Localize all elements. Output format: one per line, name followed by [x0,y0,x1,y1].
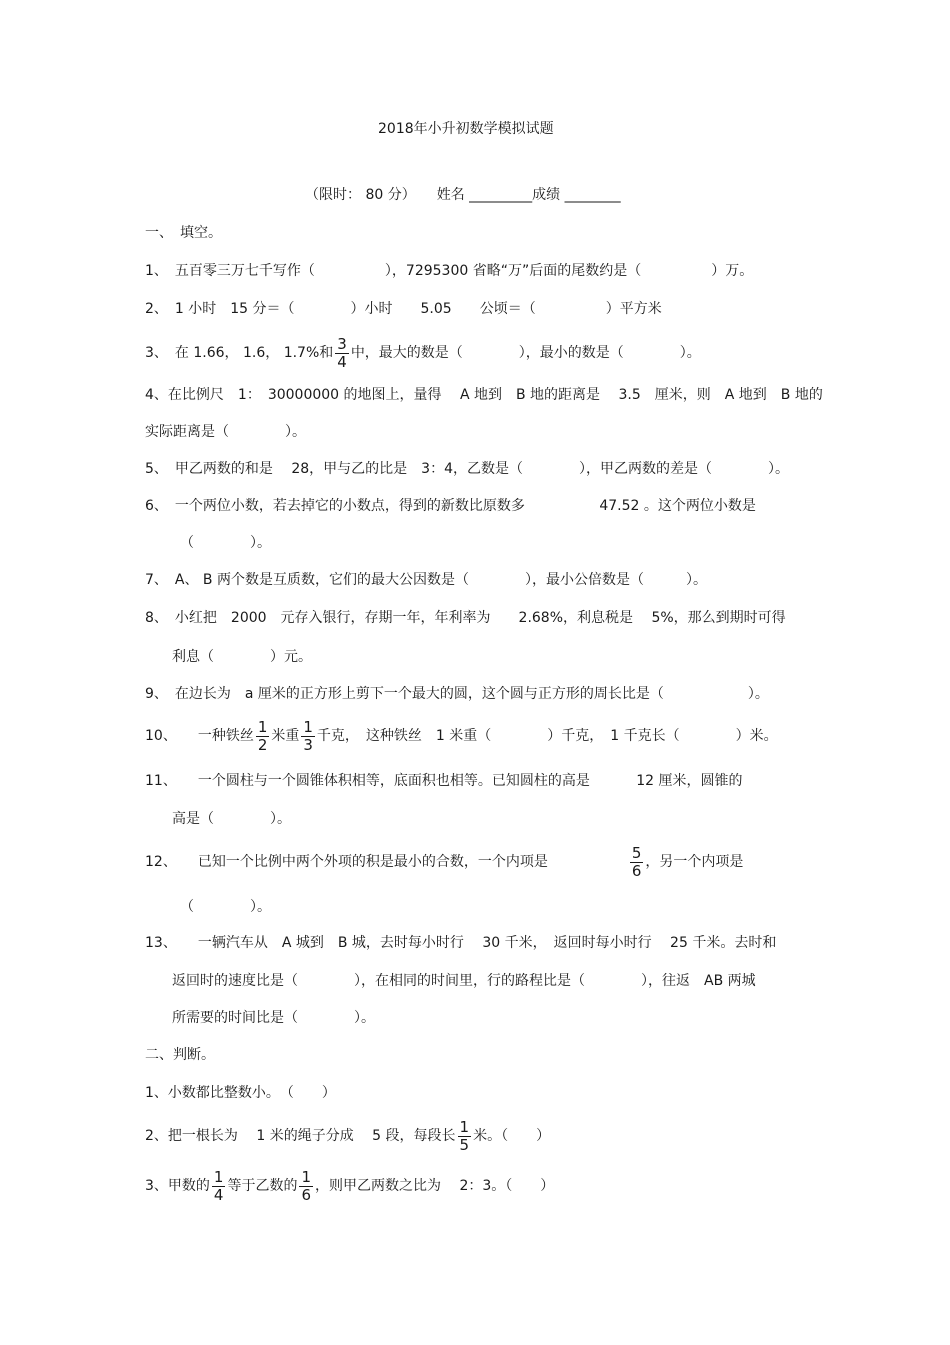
section-judge-heading: 二、判断。 [145,1047,215,1063]
question-10-text-b: 米重 [271,728,300,744]
fraction-one-sixth [299,1169,313,1204]
section-fill-heading: 一、 填空。 [145,225,222,241]
fraction-denominator: 4 [337,352,347,371]
question-4-line-2: 实际距离是（ ）。 [145,424,306,440]
fraction-five-sixths [630,845,644,880]
page-title: 2018年小升初数学模拟试题 [378,121,554,137]
fraction-one-third [301,719,315,754]
question-8-line-2: 利息（ ）元。 [172,649,312,665]
judge-1: 1、小数都比整数小。 （ ） [145,1085,336,1101]
fraction-numerator: 5 [631,843,642,862]
fraction-denominator: 5 [459,1135,470,1154]
fraction-numerator: 1 [303,717,313,736]
question-3 [145,333,701,373]
question-5: 5、 甲乙两数的和是 28，甲与乙的比是 3：4，乙数是（ ），甲乙两数的差是（ ）。 [145,461,789,477]
question-11-line-1: 11、 一个圆柱与一个圆锥体积相等，底面积也相等。已知圆柱的高是 12 厘米，圆锥的 [145,773,743,789]
fraction-one-quarter [212,1169,226,1204]
judge-2-text-a: 2、把一根长为 1 米的绳子分成 5 段，每段长 [145,1128,456,1144]
question-3-text-a: 3、 在 1.66， 1.6， 1.7%和 [145,345,334,361]
question-13-line-2: 返回时的速度比是（ ），在相同的时间里，行的路程比是（ ），往返 AB 两城 [172,973,756,989]
question-3-text-b: 中，最大的数是（ ），最小的数是（ ）。 [350,345,701,361]
question-6-line-1: 6、 一个两位小数，若去掉它的小数点，得到的新数比原数多 47.52 。这个两位小数是 [145,498,756,514]
exam-info-line: （限时： 80 分） 姓名 _________成绩 ________ [305,187,621,203]
fraction-numerator: 3 [337,334,347,353]
judge-3-text-a: 3、甲数的 [145,1178,210,1194]
question-10 [145,716,778,756]
fraction-numerator: 1 [301,1167,312,1186]
question-12-text-a: 12、 已知一个比例中两个外项的积是最小的合数，一个内项是 [145,854,548,870]
fraction-denominator: 6 [631,861,642,880]
question-12-line-2: （ ）。 [180,899,271,915]
fraction-numerator: 1 [257,717,268,736]
fraction-denominator: 3 [303,735,313,754]
judge-3-text-b: 等于乙数的 [227,1178,298,1194]
question-13-line-1: 13、 一辆汽车从 A 城到 B 城，去时每小时行 30 千米， 返回时每小时行 25 千米。去时和 [145,935,777,951]
fraction-three-quarters [335,336,349,371]
question-10-text-c: 千克， 这种铁丝 1 米重（ ）千克， 1 千克长（ ）米。 [316,728,778,744]
judge-3 [145,1166,554,1206]
question-6-line-2: （ ）。 [180,535,271,551]
judge-3-text-c: ，则甲乙两数之比为 2：3。（ ） [315,1178,555,1194]
fraction-denominator: 6 [301,1185,312,1204]
question-11-line-2: 高是（ ）。 [172,811,291,827]
question-9: 9、 在边长为 a 厘米的正方形上剪下一个最大的圆，这个圆与正方形的周长比是（ ）。 [145,686,769,702]
question-1: 1、 五百零三万七千写作（ ），7295300 省略“万”后面的尾数约是（ ）万。 [145,263,754,279]
fraction-one-half [256,719,270,754]
question-10-text-a: 10、 一种铁丝 [145,728,254,744]
question-7: 7、 A、 B 两个数是互质数，它们的最大公因数是（ ），最小公倍数是（ ）。 [145,572,707,588]
question-12 [145,842,743,882]
question-2: 2、 1 小时 15 分＝（ ）小时 5.05 公顷＝（ ）平方米 [145,301,662,317]
question-4-line-1: 4、在比例尺 1： 30000000 的地图上，量得 A 地到 B 地的距离是 3.5 厘米，则 A 地到 B 地的 [145,387,823,403]
question-13-line-3: 所需要的时间比是（ ）。 [172,1010,375,1026]
question-12-text-b: ，另一个内项是 [645,854,744,870]
fraction-numerator: 1 [459,1117,470,1136]
fraction-one-fifth [458,1119,472,1154]
fraction-denominator: 4 [213,1185,224,1204]
fraction-denominator: 2 [257,735,268,754]
question-8-line-1: 8、 小红把 2000 元存入银行，存期一年，年利率为 2.68%，利息税是 5%，那么到期时可得 [145,610,786,626]
fraction-numerator: 1 [213,1167,224,1186]
judge-2 [145,1116,550,1156]
judge-2-text-b: 米。（ ） [473,1128,551,1144]
